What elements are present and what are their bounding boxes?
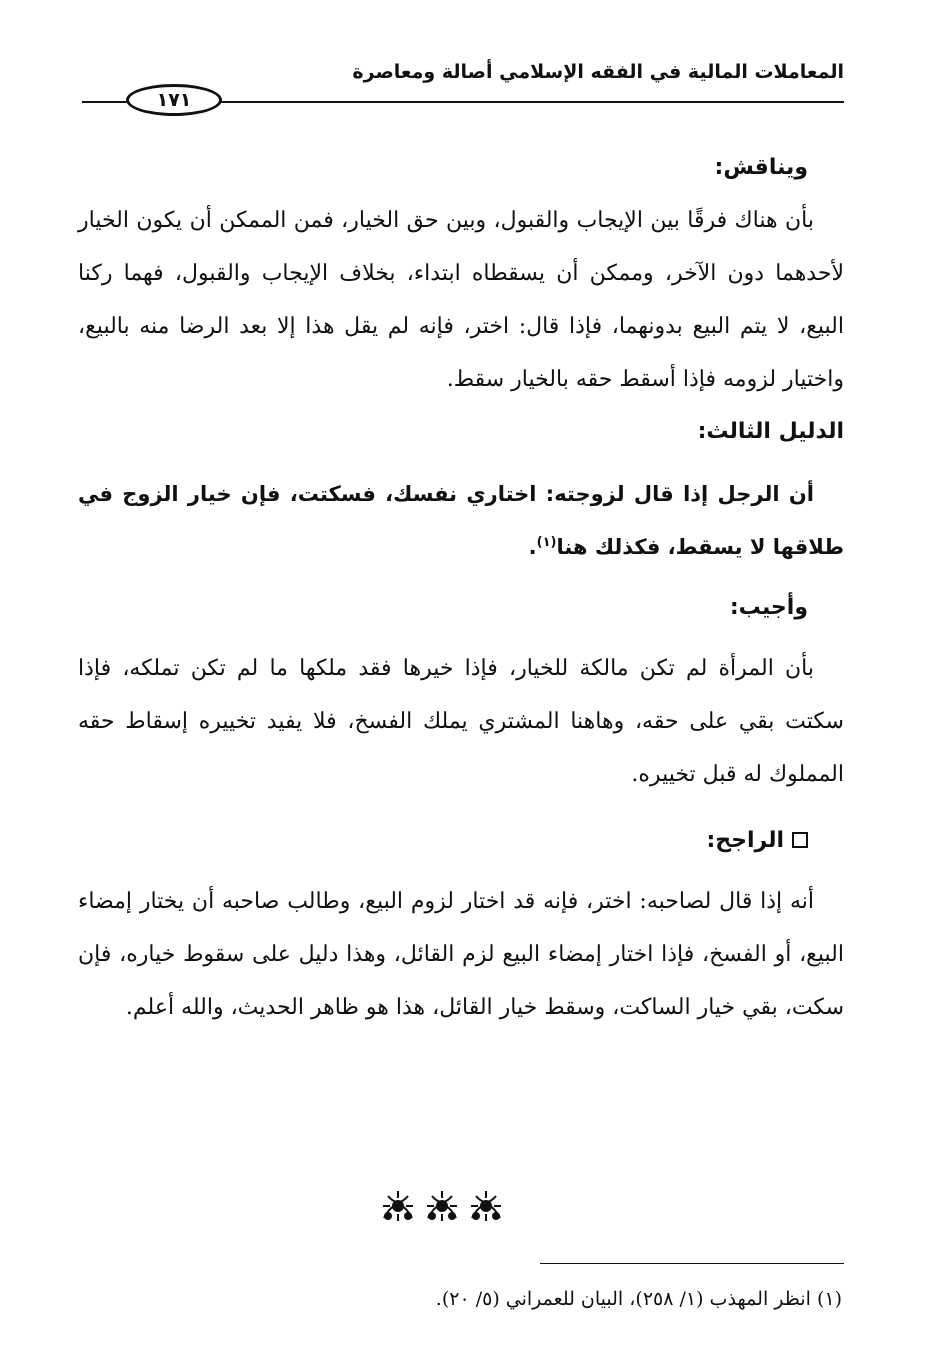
discussion-paragraph: بأن هناك فرقًا بين الإيجاب والقبول، وبين حق الخيار، فمن الممكن أن يكون الخيار لأحدهما دون الآخر، وممكن أن يسقطاه ابتداء، بخلاف الإيجاب والقبول، فهما ركنا البيع، لا يتم البيع بدونهما، فإذا قال: اختر، فإنه لم يقل هذا إلا بعد الرضا منه بالبيع، واختيار لزومه فإذا أسقط حقه بالخيار سقط. [78, 208, 844, 392]
preferred-heading: الراجح: [706, 828, 784, 853]
section-end-ornament [380, 1188, 504, 1224]
footnote-reference: (١) [536, 535, 557, 550]
third-evidence-paragraph [78, 468, 844, 574]
checkbox-square-icon [792, 832, 808, 848]
third-evidence-heading: الدليل الثالث: [697, 419, 844, 444]
footnote-rule [540, 1263, 844, 1264]
footnote: (١) انظر المهذب (١/ ٢٥٨)، البيان للعمراني (٥/ ٢٠). [435, 1288, 842, 1310]
third-evidence-text: أن الرجل إذا قال لزوجته: اختاري نفسك، فسكتت، فإن خيار الزوج في طلاقها لا يسقط، فكذلك هنا [78, 482, 844, 559]
answer-heading: وأجيب: [729, 595, 808, 620]
page-number-badge: ١٧١ [126, 84, 222, 116]
running-title: المعاملات المالية في الفقه الإسلامي أصالة ومعاصرة [352, 61, 844, 83]
floral-ornament-icon [468, 1188, 504, 1224]
discussion-heading: ويناقش: [714, 155, 808, 180]
preferred-paragraph: أنه إذا قال لصاحبه: اختر، فإنه قد اختار لزوم البيع، وطالب صاحبه أن يختار إمضاء البيع، أو الفسخ، فإذا اختار إمضاء البيع لزم القائل، وهذا دليل على سقوط خياره، فإن سكت، بقي خيار الساكت، وسقط خيار القائل، هذا هو ظاهر الحديث، والله أعلم. [78, 889, 844, 1020]
third-evidence-end: . [528, 535, 537, 559]
floral-ornament-icon [380, 1188, 416, 1224]
preferred-heading-row [78, 815, 844, 867]
floral-ornament-icon [424, 1188, 460, 1224]
answer-paragraph: بأن المرأة لم تكن مالكة للخيار، فإذا خيرها فقد ملكها ما لم تكن تملكه، فإذا سكتت بقي على حقه، وهاهنا المشتري يملك الفسخ، فلا يفيد تخييره إسقاط حقه المملوك له قبل تخييره. [78, 656, 844, 787]
page-body [78, 142, 844, 1034]
